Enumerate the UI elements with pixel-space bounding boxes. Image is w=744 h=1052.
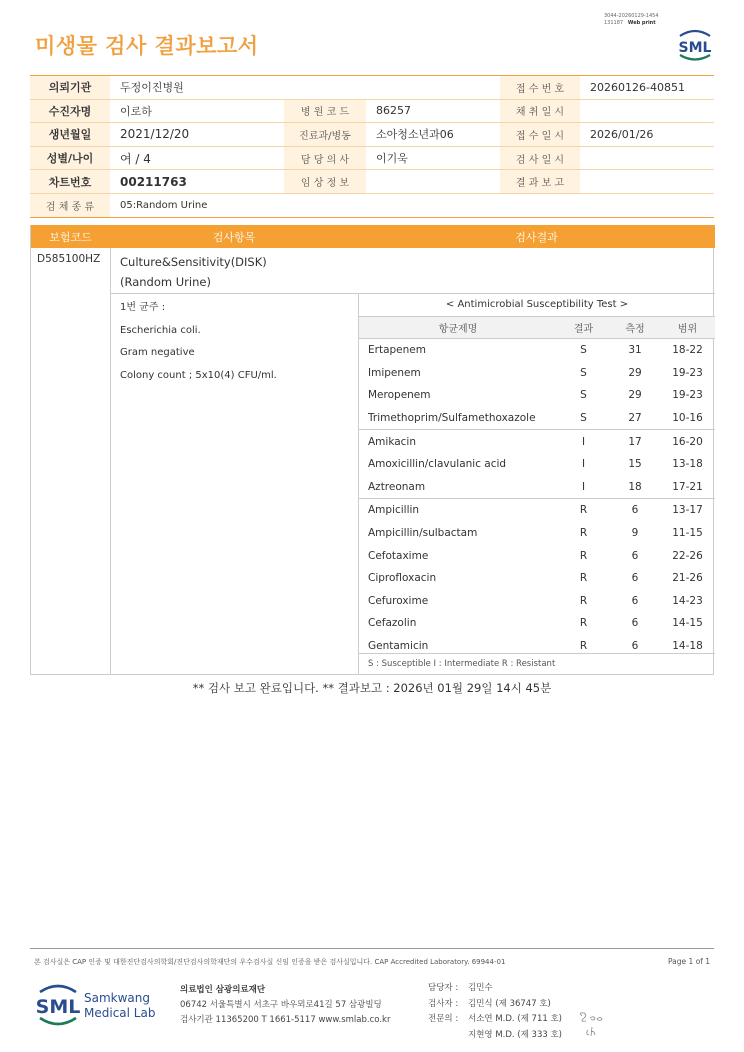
info-label: 접 수 일 시 (500, 123, 580, 146)
footer-logo-text2: Medical Lab (84, 1006, 156, 1020)
ast-row (359, 544, 715, 567)
organism-count: Colony count ; 5x10(4) CFU/ml. (120, 369, 277, 381)
results-table (30, 225, 714, 675)
ast-row (359, 384, 715, 407)
sml-logo-icon (674, 28, 716, 62)
specimen-label: 검 체 종 류 (30, 194, 110, 217)
ast-drug: Amikacin (368, 435, 417, 448)
ast-drug: Ampicillin (368, 504, 420, 517)
info-value (580, 100, 714, 123)
report-completion: ** 검사 보고 완료입니다. ** 결과보고 : 2026년 01월 29일 14시 45분 (192, 681, 552, 695)
ast-row (359, 522, 715, 545)
ast-body (359, 339, 715, 657)
org-name: 의료법인 삼광의료재단 (180, 985, 266, 995)
ast-title: < Antimicrobial Susceptibility Test > (359, 293, 715, 317)
footer-divider (30, 948, 714, 949)
info-value: 2021/12/20 (120, 127, 190, 142)
ast-result: R (579, 527, 588, 540)
info-label: 병 원 코 드 (284, 100, 366, 123)
ast-value: 6 (631, 504, 639, 517)
info-row (30, 194, 714, 217)
info-label: 성별/나이 (30, 147, 110, 170)
ast-row (359, 362, 715, 385)
info-value: 00211763 (120, 174, 187, 189)
info-label: 검 사 일 시 (500, 147, 580, 170)
ast-value: 31 (628, 344, 642, 357)
ast-value: 9 (631, 527, 639, 540)
ast-legend: S : Susceptible I : Intermediate R : Resistant (359, 653, 715, 674)
ast-range: 14-23 (672, 594, 703, 607)
organism-label: 1번 균주 : (120, 302, 166, 313)
info-value: 20260126-40851 (590, 80, 685, 94)
web-print-label: Web print (627, 20, 656, 26)
ast-drug: Ertapenem (368, 344, 426, 357)
ast-result: R (579, 640, 588, 653)
divider (110, 248, 111, 675)
ast-drug: Cefuroxime (368, 594, 429, 607)
info-row (30, 100, 714, 124)
logo-top-text: SML (678, 40, 712, 56)
ast-value: 6 (631, 617, 639, 630)
ast-result: S (580, 344, 587, 357)
ast-result: S (580, 389, 587, 402)
specimen-value: 05:Random Urine (120, 199, 208, 211)
ast-row (359, 590, 715, 613)
header-result: 검사결과 (515, 230, 558, 244)
ast-result: I (581, 458, 586, 471)
accreditation-note: 본 검사실은 CAP 인증 및 대한진단검사의학회/진단검사의학재단의 우수검사실 신임 인증을 받은 검사실입니다. CAP Accredited Laboratory. 69944-01 (34, 958, 506, 966)
staff-role: 전문의 : (428, 1014, 459, 1024)
info-label: 접 수 번 호 (500, 76, 580, 99)
ast-drug: Trimethoprim/Sulfamethoxazole (368, 412, 536, 425)
ast-range: 13-18 (672, 458, 703, 471)
organism-gram: Gram negative (120, 347, 195, 359)
test-name-line2: (Random Urine) (120, 275, 211, 289)
ast-value: 27 (628, 412, 642, 425)
info-value (366, 170, 500, 193)
info-label: 담 당 의 사 (284, 147, 366, 170)
info-label: 수진자명 (30, 100, 110, 123)
ast-range: 10-16 (672, 412, 703, 425)
ast-range: 22-26 (672, 549, 703, 562)
ast-row (359, 476, 715, 500)
ast-range: 19-23 (672, 389, 703, 402)
ast-header-value: 측정 (625, 324, 645, 335)
staff-name: 서소연 M.D. (제 711 호) (468, 1014, 563, 1024)
ast-drug: Amoxicillin/clavulanic acid (368, 458, 507, 471)
insurance-code: D585100HZ (37, 253, 101, 265)
ast-header-result: 결과 (573, 324, 594, 335)
ast-range: 16-20 (672, 435, 703, 448)
ast-drug: Ciprofloxacin (368, 572, 437, 585)
ast-range: 17-21 (672, 480, 703, 493)
ast-result: R (579, 572, 588, 585)
ast-range: 18-22 (672, 344, 703, 357)
print-meta-line2: 131187 (604, 20, 624, 26)
info-value: 이기욱 (376, 152, 408, 166)
info-label: 의뢰기관 (30, 76, 110, 99)
info-label: 채 취 일 시 (500, 100, 580, 123)
ast-value: 6 (631, 640, 639, 653)
ast-range: 19-23 (672, 366, 703, 379)
ast-range: 21-26 (672, 572, 703, 585)
ast-drug: Cefotaxime (368, 549, 429, 562)
ast-row (359, 612, 715, 635)
info-label: 진료과/병동 (284, 123, 366, 146)
staff-name: 김민수 (468, 983, 493, 993)
header-item: 검사항목 (212, 230, 256, 244)
ast-range: 14-18 (672, 640, 703, 653)
info-row (30, 76, 714, 100)
ast-result: R (579, 549, 588, 562)
org-address: 06742 서울특별시 서초구 바우뫼로41길 57 삼광빌딩 (180, 1000, 382, 1010)
info-label-empty (284, 76, 366, 99)
ast-drug: Cefazolin (368, 617, 417, 630)
ast-result: I (581, 435, 586, 448)
footer-logo-text1: Samkwang (84, 991, 150, 1005)
info-value (580, 170, 714, 193)
ast-row (359, 430, 715, 453)
page-number: Page 1 of 1 (668, 957, 711, 966)
ast-value: 6 (631, 572, 639, 585)
ast-value: 15 (628, 458, 642, 471)
ast-header-row (359, 317, 715, 339)
info-value: 소아청소년과06 (376, 128, 454, 142)
ast-drug: Meropenem (368, 389, 431, 402)
staff-role: 담당자 : (428, 983, 459, 993)
info-row (30, 147, 714, 171)
footer-org (180, 983, 390, 1028)
ast-value: 17 (628, 435, 642, 448)
info-label: 임 상 정 보 (284, 170, 366, 193)
ast-result: R (579, 617, 588, 630)
ast-result: R (579, 594, 588, 607)
ast-value: 6 (631, 594, 639, 607)
test-name (120, 252, 267, 292)
signature-icon (578, 1010, 608, 1040)
ast-result: I (581, 480, 586, 493)
footer-staff (428, 981, 562, 1043)
ast-drug: Ampicillin/sulbactam (368, 527, 478, 540)
ast-drug: Gentamicin (368, 640, 429, 653)
org-contact: 검사기관 11365200 T 1661-5117 www.smlab.co.kr (180, 1015, 391, 1025)
info-value: 이로하 (120, 104, 152, 118)
ast-value: 29 (628, 389, 642, 402)
info-label: 생년월일 (30, 123, 110, 146)
info-value-empty (366, 76, 500, 99)
test-name-line1: Culture&Sensitivity(DISK) (120, 255, 267, 269)
ast-range: 13-17 (672, 504, 703, 517)
ast-range: 14-15 (672, 617, 703, 630)
organism-name: Escherichia coli. (120, 324, 201, 336)
info-value: 2026/01/26 (590, 127, 654, 141)
ast-row (359, 499, 715, 522)
footer-logo-mark: SML (36, 996, 81, 1018)
patient-info-table (30, 75, 714, 218)
ast-row (359, 453, 715, 476)
ast-value: 6 (631, 549, 639, 562)
info-value: 두정이진병원 (120, 81, 184, 95)
ast-value: 29 (628, 366, 642, 379)
ast-table (359, 293, 715, 657)
print-meta (604, 13, 659, 27)
info-label: 차트번호 (30, 170, 110, 193)
organism-info (120, 297, 277, 387)
staff-role: 검사자 : (428, 998, 459, 1009)
ast-result: S (580, 412, 587, 425)
ast-result: S (580, 366, 587, 379)
ast-row (359, 407, 715, 431)
info-label: 결 과 보 고 (500, 170, 580, 193)
results-header (31, 225, 715, 248)
ast-row (359, 567, 715, 590)
ast-header-range: 범위 (677, 324, 698, 335)
staff-name: 지현영 M.D. (제 333 호) (468, 1029, 563, 1040)
info-row (30, 170, 714, 194)
samkwang-logo-icon (36, 980, 166, 1028)
report-title: 미생물 검사 결과보고서 (35, 34, 259, 58)
ast-row (359, 339, 715, 362)
info-value (580, 147, 714, 170)
info-value: 86257 (376, 104, 411, 118)
ast-drug: Imipenem (368, 366, 421, 379)
ast-result: R (579, 504, 588, 517)
header-code: 보험코드 (49, 230, 92, 244)
ast-range: 11-15 (672, 527, 703, 540)
info-row (30, 123, 714, 147)
info-value: 여 / 4 (120, 151, 151, 166)
ast-value: 18 (628, 480, 642, 493)
ast-drug: Aztreonam (368, 480, 426, 493)
print-meta-line1: 3044-20260129-1454 (604, 13, 659, 19)
ast-header-drug: 항균제명 (438, 324, 478, 335)
staff-name: 김민식 (제 36747 호) (468, 998, 551, 1009)
